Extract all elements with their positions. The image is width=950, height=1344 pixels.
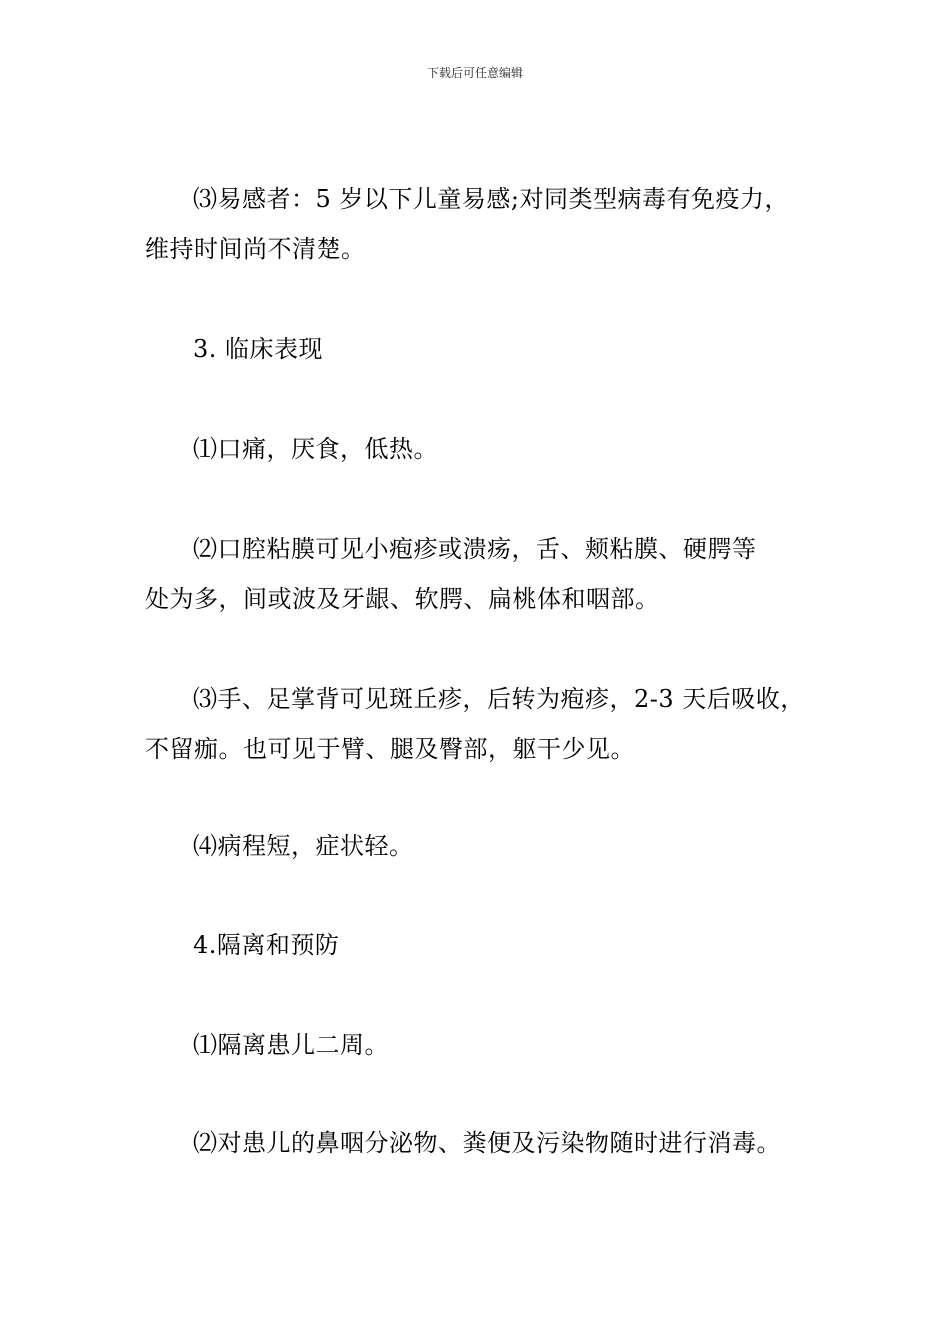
paragraph-symptom-4: [145, 821, 835, 871]
paragraph-isolation-2: [145, 1118, 835, 1168]
section-heading-clinical-manifestations: [145, 324, 835, 374]
paragraph-line: ⑴口痛，厌食，低热。: [193, 435, 438, 463]
section-heading: 4.隔离和预防: [193, 931, 340, 959]
paragraph-line: ⑶手、足掌背可见斑丘疹，后转为疱疹，2-3 天后吸收，: [193, 685, 805, 713]
paragraph-line: ⑴隔离患儿二周。: [193, 1031, 389, 1059]
paragraph-line: ⑵口腔粘膜可见小疱疹或溃疡，舌、颊粘膜、硬腭等: [193, 535, 757, 563]
paragraph-line: ⑶易感者：5 岁以下儿童易感;对同类型病毒有免疫力，: [193, 185, 789, 213]
paragraph-line: 不留痂。也可见于臂、腿及臀部，躯干少见。: [145, 735, 635, 763]
paragraph-symptom-3: [145, 674, 835, 774]
paragraph-line: 维持时间尚不清楚。: [145, 235, 366, 263]
page-header: 下载后可任意编辑: [426, 66, 523, 80]
section-heading-isolation-prevention: [145, 920, 835, 970]
paragraph-symptom-1: [145, 424, 835, 474]
paragraph-susceptible-population: [145, 174, 835, 274]
paragraph-line: 处为多，间或波及牙龈、软腭、扁桃体和咽部。: [145, 585, 660, 613]
paragraph-line: ⑷病程短，症状轻。: [193, 832, 414, 860]
paragraph-symptom-2: [145, 524, 835, 624]
paragraph-line: ⑵对患儿的鼻咽分泌物、粪便及污染物随时进行消毒。: [193, 1129, 781, 1157]
paragraph-isolation-1: [145, 1020, 835, 1070]
section-heading: 3. 临床表现: [193, 335, 324, 363]
